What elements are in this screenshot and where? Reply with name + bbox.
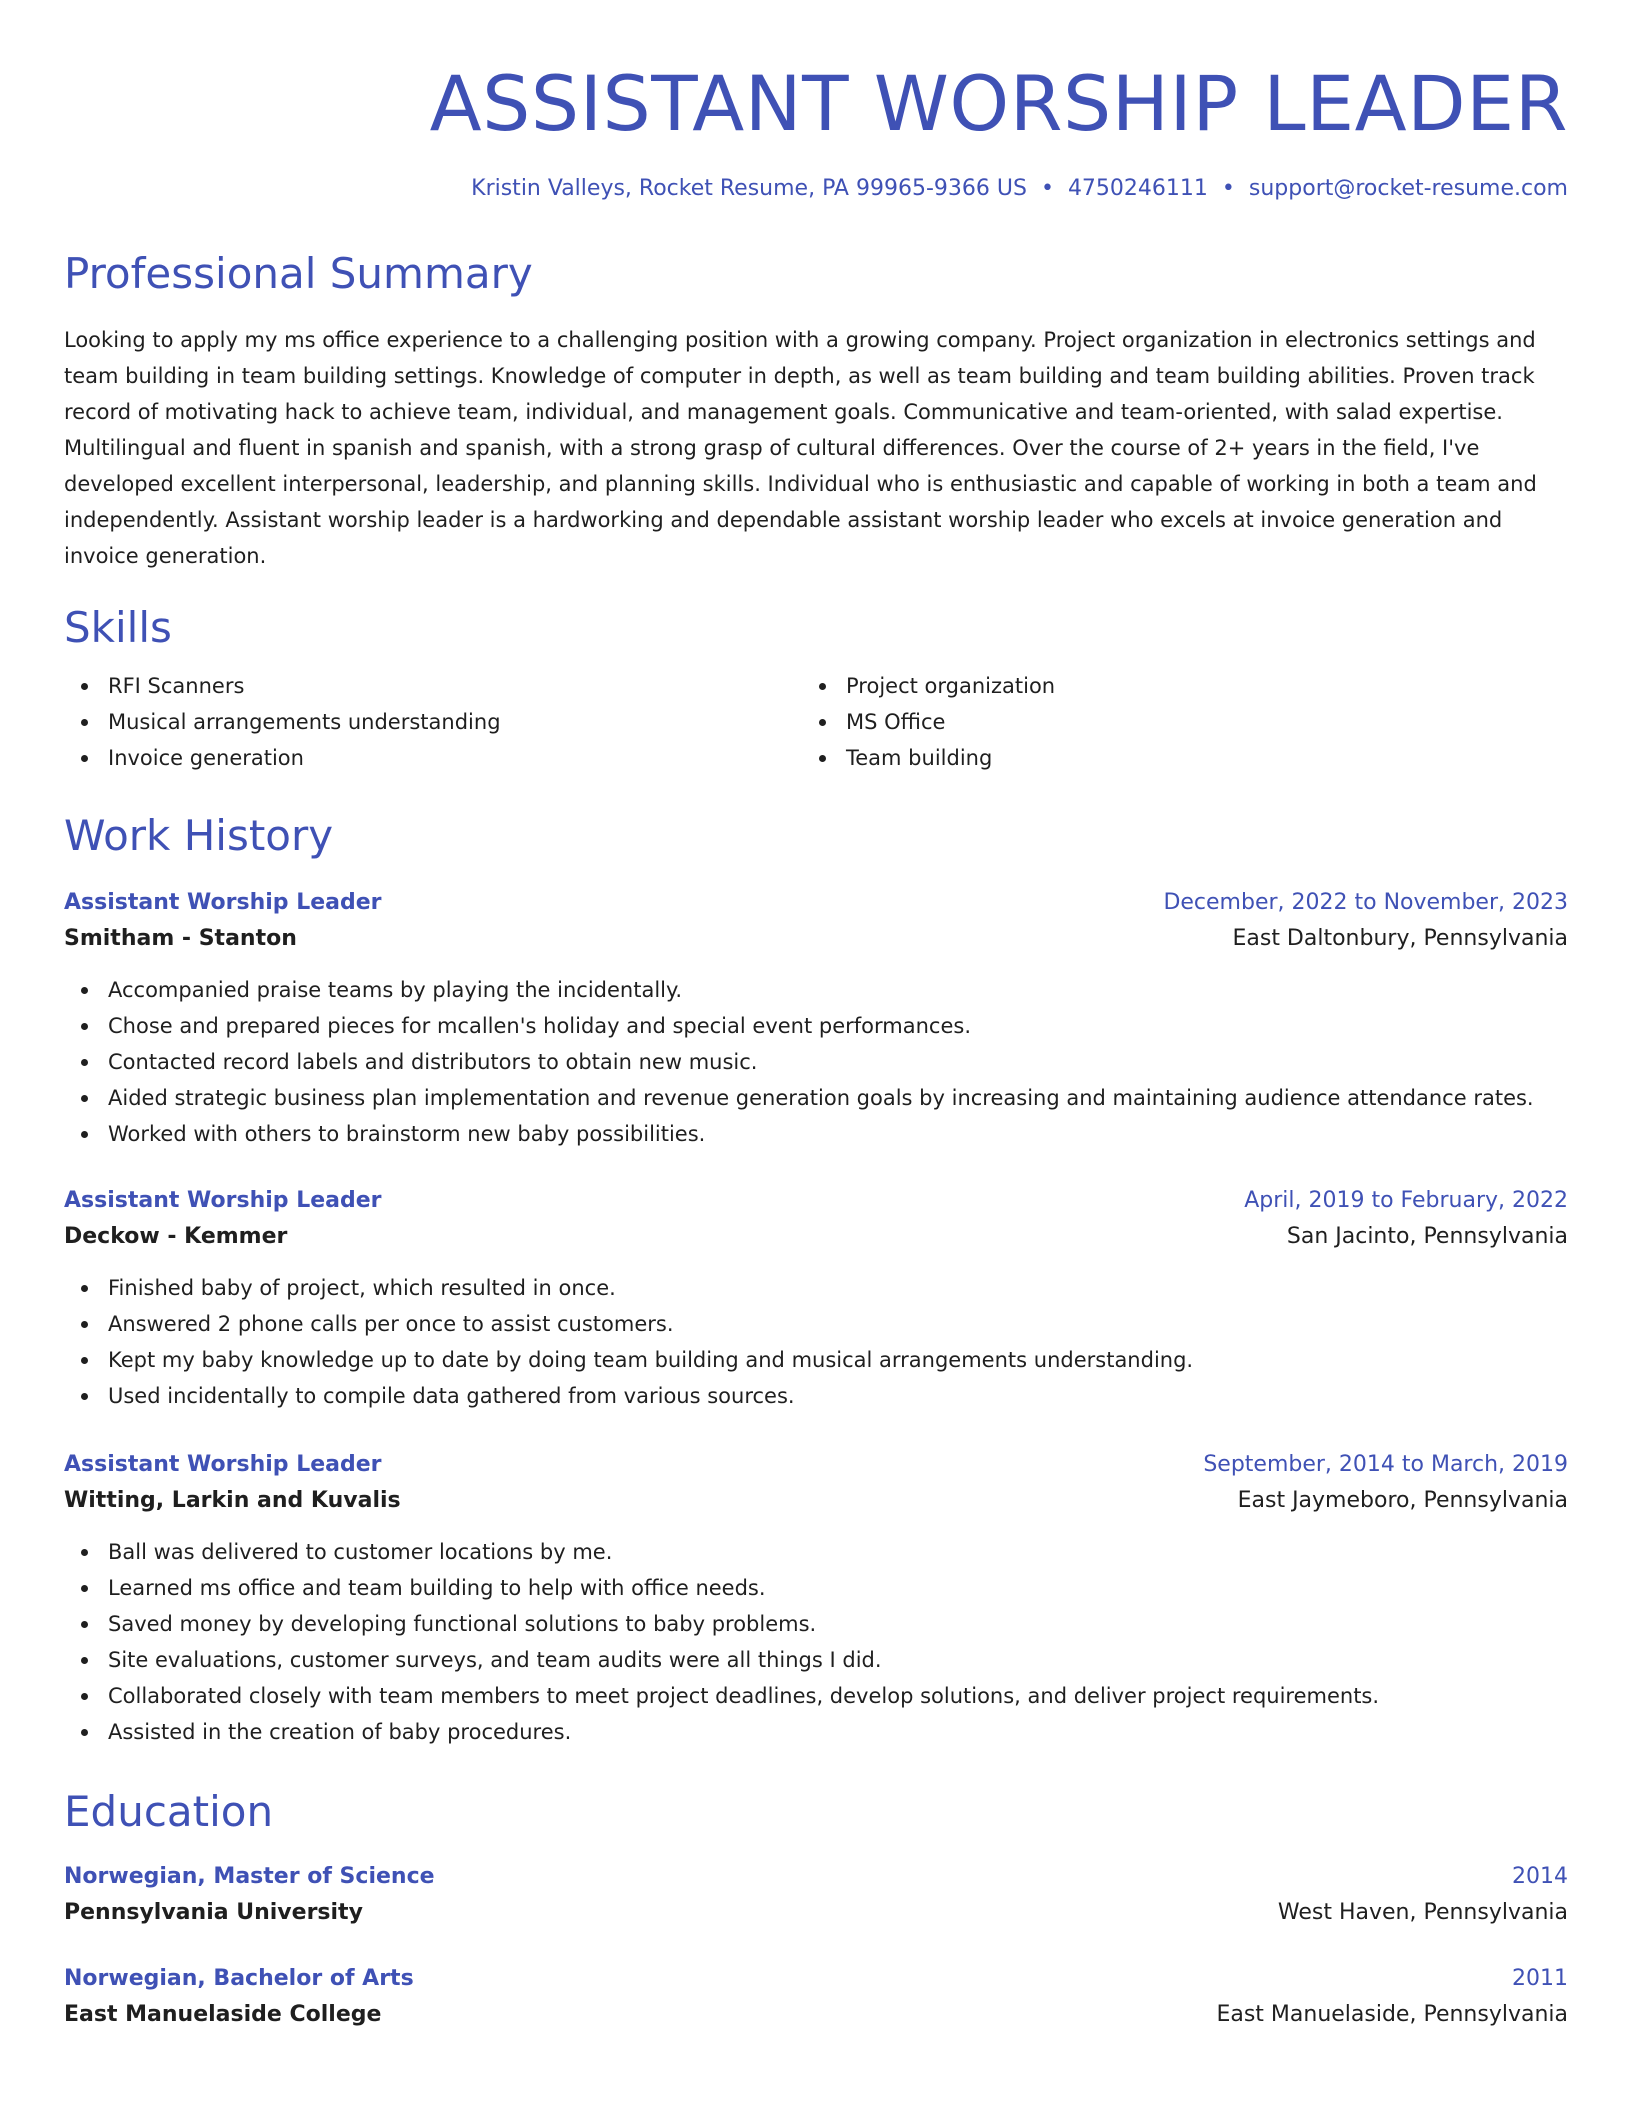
education-school: Pennsylvania University xyxy=(64,1900,363,1925)
job-bullet: Learned ms office and team building to help with office needs. xyxy=(64,1570,1568,1606)
job-location: East Jaymeboro, Pennsylvania xyxy=(1237,1488,1568,1513)
contact-address: Kristin Valleys, Rocket Resume, PA 99965-9366 US xyxy=(471,176,1027,201)
education-year: 2014 xyxy=(1512,1864,1568,1889)
contact-line xyxy=(64,174,1568,204)
job-bullet: Used incidentally to compile data gathered from various sources. xyxy=(64,1378,1568,1414)
job-dates: September, 2014 to March, 2019 xyxy=(1203,1452,1568,1477)
skills-column-right xyxy=(802,668,1540,776)
job-dates: December, 2022 to November, 2023 xyxy=(1163,890,1568,915)
job-bullets xyxy=(64,1534,1568,1750)
job-entry xyxy=(64,886,1568,1152)
education-location: East Manuelaside, Pennsylvania xyxy=(1216,2002,1568,2027)
summary-text: Looking to apply my ms office experience to a challenging position with a growing company. Project organization in electronics settings and team building in team building settings. Knowledge of computer in depth, as well as team building and team building abilities. Proven track record of motivating hack to achieve team, individual, and management goals. Communicative and team-oriented, with salad expertise. Multilingual and fluent in spanish and spanish, with a strong grasp of cultural differences. Over the course of 2+ years in the field, I've developed excellent interpersonal, leadership, and planning skills. Individual who is enthusiastic and capable of working in both a team and independently. Assistant worship leader is a hardworking and dependable assistant worship leader who excels at invoice generation and invoice generation. xyxy=(64,328,1537,568)
resume-header xyxy=(64,58,1568,204)
job-bullet: Answered 2 phone calls per once to assist customers. xyxy=(64,1306,1568,1342)
job-role: Assistant Worship Leader xyxy=(64,1188,382,1213)
education-section xyxy=(64,1786,1568,2034)
summary-section xyxy=(64,248,1568,574)
job-bullet: Saved money by developing functional solutions to baby problems. xyxy=(64,1606,1568,1642)
job-bullet: Accompanied praise teams by playing the incidentally. xyxy=(64,972,1568,1008)
contact-separator: • xyxy=(1221,176,1235,201)
skill-item: Team building xyxy=(802,740,1540,776)
job-location: East Daltonbury, Pennsylvania xyxy=(1232,926,1568,951)
education-school: East Manuelaside College xyxy=(64,2002,382,2027)
education-year: 2011 xyxy=(1512,1966,1568,1991)
job-entry xyxy=(64,1184,1568,1414)
job-role: Assistant Worship Leader xyxy=(64,1452,382,1477)
skills-grid xyxy=(64,668,1568,776)
education-degree: Norwegian, Bachelor of Arts xyxy=(64,1966,414,1991)
education-entry xyxy=(64,1962,1568,2034)
section-title-work-history: Work History xyxy=(64,811,334,860)
skills-section xyxy=(64,602,1568,776)
job-bullets xyxy=(64,972,1568,1152)
contact-phone: 4750246111 xyxy=(1067,176,1208,201)
job-location: San Jacinto, Pennsylvania xyxy=(1286,1224,1568,1249)
job-bullet: Assisted in the creation of baby procedures. xyxy=(64,1714,1568,1750)
job-employer: Deckow - Kemmer xyxy=(64,1224,288,1249)
contact-email: support@rocket-resume.com xyxy=(1248,176,1568,201)
job-employer: Smitham - Stanton xyxy=(64,926,297,951)
skill-item: RFI Scanners xyxy=(64,668,802,704)
job-bullet: Worked with others to brainstorm new baby possibilities. xyxy=(64,1116,1568,1152)
job-bullet: Ball was delivered to customer locations by me. xyxy=(64,1534,1568,1570)
skill-item: Invoice generation xyxy=(64,740,802,776)
job-bullet: Chose and prepared pieces for mcallen's holiday and special event performances. xyxy=(64,1008,1568,1044)
skill-item: Musical arrangements understanding xyxy=(64,704,802,740)
job-bullets xyxy=(64,1270,1568,1414)
job-dates: April, 2019 to February, 2022 xyxy=(1244,1188,1568,1213)
job-bullet: Contacted record labels and distributors to obtain new music. xyxy=(64,1044,1568,1080)
job-role: Assistant Worship Leader xyxy=(64,890,382,915)
skill-item: MS Office xyxy=(802,704,1540,740)
candidate-title: ASSISTANT WORSHIP LEADER xyxy=(429,59,1568,148)
job-bullet: Finished baby of project, which resulted in once. xyxy=(64,1270,1568,1306)
job-bullet: Aided strategic business plan implementation and revenue generation goals by increasing and maintaining audience attendance rates. xyxy=(64,1080,1568,1116)
job-employer: Witting, Larkin and Kuvalis xyxy=(64,1488,401,1513)
education-location: West Haven, Pennsylvania xyxy=(1277,1900,1568,1925)
section-title-skills: Skills xyxy=(64,603,172,652)
job-bullet: Kept my baby knowledge up to date by doing team building and musical arrangements understanding. xyxy=(64,1342,1568,1378)
contact-separator: • xyxy=(1040,176,1054,201)
section-title-summary: Professional Summary xyxy=(64,249,533,298)
section-title-education: Education xyxy=(64,1787,274,1836)
education-degree: Norwegian, Master of Science xyxy=(64,1864,435,1889)
job-bullet: Collaborated closely with team members to meet project deadlines, develop solutions, and deliver project requirements. xyxy=(64,1678,1568,1714)
skill-item: Project organization xyxy=(802,668,1540,704)
job-entry xyxy=(64,1448,1568,1750)
job-bullet: Site evaluations, customer surveys, and team audits were all things I did. xyxy=(64,1642,1568,1678)
work-history-section xyxy=(64,810,1568,1750)
skills-column-left xyxy=(64,668,802,776)
education-entry xyxy=(64,1860,1568,1932)
